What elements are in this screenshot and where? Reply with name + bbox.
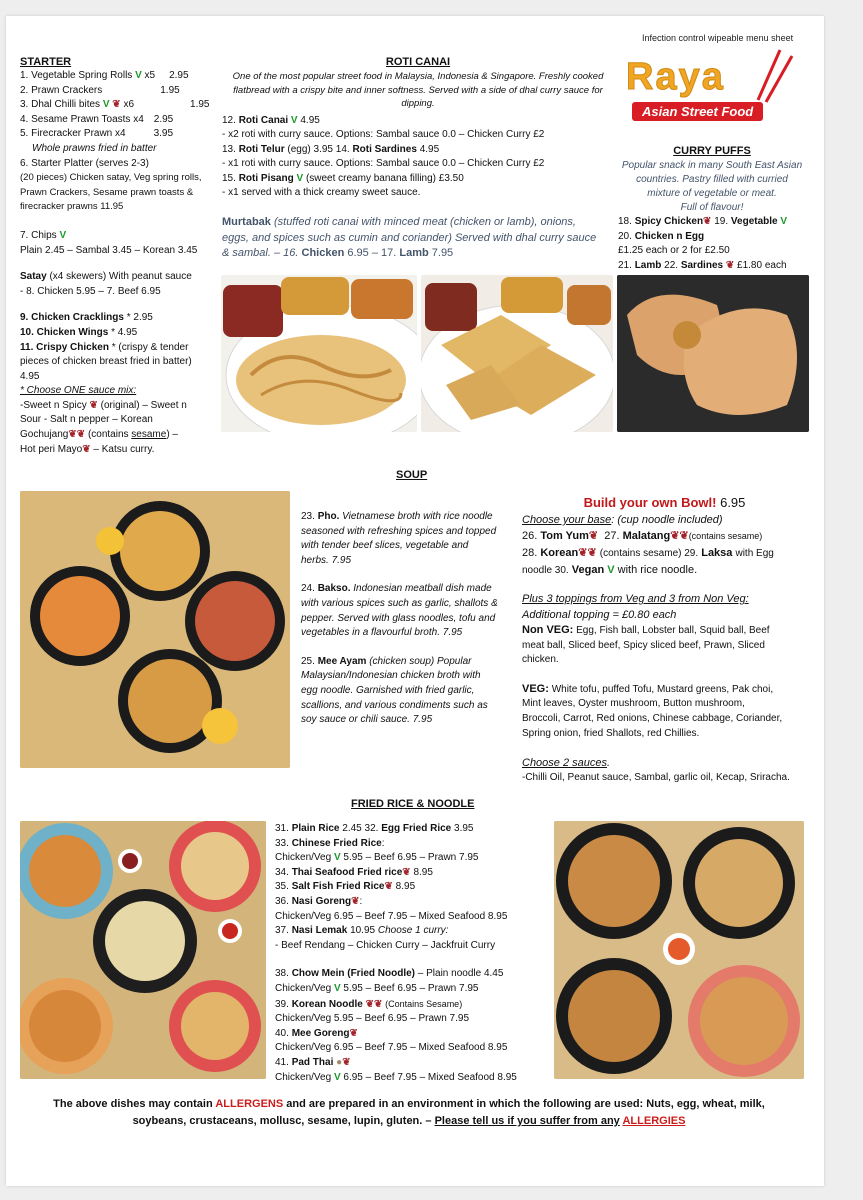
chili-icon: ❦ [76, 429, 86, 441]
starter-item-6-desc-3: firecracker prawns 11.95 [20, 201, 124, 213]
curry-puffs-desc: Popular snack in many South East Asian countries. Pastry filled with curried mixture of vegetable or meat. Full of flavour! [621, 160, 803, 213]
bowl-base-label: Choose your base: (cup noodle included) [522, 514, 723, 526]
murtabak-plate-image [421, 275, 613, 432]
sauce-choice-title: * Choose ONE sauce mix: [20, 385, 137, 397]
bowl-toppings: Plus 3 toppings from Veg and 3 from Non Veg: Additional topping = £0.80 each [522, 593, 749, 621]
roti-intro: One of the most popular street food in Malaysia, Indonesia & Singapore. Freshly cooked flatbread with a crispy bite and inner softness. Served with a side of dhal curry sauce for dipping. [232, 71, 604, 109]
soup-item-24: 24. Bakso. Indonesian meatball dish made with various spices such as garlic, shallots & pepper. Served with glass noodles, tofu and vegetables in a flavourful broth. 7.95 [301, 583, 498, 639]
curry-puffs-section [614, 145, 810, 273]
soup-list [301, 510, 513, 728]
roti-section [222, 56, 614, 262]
starter-item-9: 9. Chicken Cracklings * 2.95 [20, 312, 153, 324]
chili-icon: ❦ [112, 99, 121, 111]
peanut-icon: ● [336, 1056, 343, 1068]
fried-rice-image [20, 821, 266, 1079]
raya-logo [622, 48, 794, 132]
starter-item-11-price: 4.95 [20, 370, 40, 382]
soup-photo [20, 491, 290, 768]
starter-item-11-desc: pieces of chicken breast fried in batter) [20, 356, 192, 368]
roti-item-15-desc: - x1 served with a thick creamy sweet sauce. [222, 187, 421, 199]
curry-puff-image [617, 275, 809, 432]
chili-icon: ❦ [679, 530, 689, 542]
roti-item-12: 12. Roti Canai V 4.95 [222, 114, 320, 126]
bowl-section [522, 494, 807, 786]
chili-icon: ❦ [342, 1056, 351, 1068]
noodle-photo [554, 821, 804, 1079]
chili-icon: ❦ [351, 895, 360, 907]
starter-item-1: 1. Vegetable Spring Rolls V x5 2.95 [20, 70, 189, 81]
starter-item-5-desc: Whole prawns fried in batter [32, 142, 157, 154]
chili-icon: ❦ [588, 530, 599, 542]
bowl-sauce-label: Choose 2 sauces. [522, 757, 611, 770]
soup-title: SOUP [396, 469, 428, 481]
fried-list: 31. Plain Rice 2.45 32. Egg Fried Rice 3.95 33. Chinese Fried Rice: Chicken/Veg V 5.95 – Beef 6.95 – Prawn 7.95 34. Thai Seafood Fried rice❦ 8.95 35. Salt Fish Fried Rice❦ 8.95 36. Nasi Goreng❦: Chicken/Veg 6.95 – Beef 7.95 – Mixed Seafood 8.95 37. Nasi Lemak 10.95 Choose 1 curry: - Beef Rendang – Chicken Curry – Jackfruit Curry 38. Chow Mein (Fried Noodle) – Plain noodle 4.45 Chicken/Veg V 5.95 – Beef 6.95 – Prawn 7.95 39. Korean Noodle ❦❦ (Contains Sesame) Chicken/Veg 5.95 – Beef 6.95 – Prawn 7.95 40. Mee Goreng❦ Chicken/Veg 6.95 – Beef 7.95 – Mixed Seafood 8.95 41. Pad Thai ●❦ Chicken/Veg V 6.95 – Beef 7.95 – Mixed Seafood 8.95 [275, 823, 517, 1083]
chili-icon: ❦ [373, 998, 383, 1010]
fried-title: FRIED RICE & NOODLE [351, 798, 475, 810]
fried-rice-photo [20, 821, 266, 1079]
bowl-veg: VEG: White tofu, puffed Tofu, Mustard greens, Pak choi, Mint leaves, Oyster mushroom, Button mushroom, Broccoli, Carrot, Red onions, Chinese cabbage, Coriander, Spring onion, fried Shallots, red Chillies. [522, 682, 783, 739]
bowl-sauces: -Chilli Oil, Peanut sauce, Sambal, garlic oil, Kecap, Sriracha. [522, 772, 790, 784]
roti-plate-image [221, 275, 417, 432]
bowl-bases: 26. Tom Yum❦ 27. Malatang❦❦(contains sesame) 28. Korean❦❦ (contains sesame) 29. Laksa with Egg noodle 30. Vegan V with rice noodle. [522, 530, 774, 576]
soup-bowls-image [20, 491, 290, 768]
chili-icon: ❦ [578, 547, 588, 559]
starter-item-11: 11. Crispy Chicken * (crispy & tender [20, 341, 189, 353]
sauce-line-2: Sour - Salt n pepper – Korean [20, 414, 153, 426]
curry-puffs-title: CURRY PUFFS [673, 145, 751, 157]
chili-icon: ❦ [365, 998, 374, 1010]
chili-icon: ❦ [384, 881, 393, 893]
roti-title: ROTI CANAI [385, 56, 451, 68]
chili-icon: ❦ [725, 259, 735, 271]
starter-item-6: 6. Starter Platter (serves 2-3) [20, 157, 149, 169]
soup-item-25: 25. Mee Ayam (chicken soup) Popular Malaysian/Indonesian chicken broth with egg noodle. Garnished with fried garlic, scallions, and various condiments such as soy sauce or chili sauce. 7.95 [301, 655, 488, 726]
soup-item-23: 23. Pho. Vietnamese broth with rice noodle seasoned with refreshing spices and topped with tender beef slices, vegetable and herbs. 7.95 [301, 511, 497, 566]
starter-item-5: 5. Firecracker Prawn x4 3.95 [20, 128, 174, 140]
starter-item-6-desc-1: (20 pieces) Chicken satay, Veg spring rolls, [20, 172, 202, 184]
chili-icon: ❦ [82, 443, 91, 455]
roti-list [222, 114, 614, 202]
starter-satay-prices: - 8. Chicken 5.95 – 7. Beef 6.95 [20, 285, 161, 297]
murtabak: Murtabak (stuffed roti canai with minced meat (chicken or lamb), onions, eggs, and spices such as cumin and coriander) Served with dhal curry sauce & sambal. – 16. Chicken 6.95 – 17. Lamb 7.95 [222, 216, 597, 260]
sauce-line-1: -Sweet n Spicy ❦ (original) – Sweet n [20, 399, 187, 411]
curry-puff-photo [617, 275, 809, 432]
starter-list [20, 69, 220, 457]
allergen-footer: The above dishes may contain ALLERGENS and are prepared in an environment in which the following are used: Nuts, egg, wheat, milk, soybeans, crustaceans, mollusc, sesame, lupin, gluten. – Please tell us if you suffer from any ALLERGIES [53, 1098, 765, 1127]
sauce-line-4: Hot peri Mayo❦ – Katsu curry. [20, 443, 155, 455]
noodles-image [554, 821, 804, 1079]
starter-satay: Satay (x4 skewers) With peanut sauce [20, 271, 192, 283]
sauce-line-3: Gochujang❦❦ (contains sesame) – [20, 429, 178, 441]
curry-puffs-list: 18. Spicy Chicken❦ 19. Vegetable V 20. Chicken n Egg £1.25 each or 2 for £2.50 21. Lamb 22. Sardines ❦ £1.80 each [618, 216, 788, 271]
chili-icon: ❦ [68, 429, 77, 441]
starter-item-2: 2. Prawn Crackers 1.95 [20, 84, 180, 96]
chili-icon: ❦ [587, 547, 597, 559]
chili-icon: ❦ [349, 1027, 358, 1039]
starter-item-4: 4. Sesame Prawn Toasts x4 2.95 [20, 113, 174, 125]
chopsticks-icon [750, 48, 794, 104]
chili-icon: ❦ [402, 866, 411, 878]
wipeable-note: Infection control wipeable menu sheet [642, 33, 794, 43]
roti-item-13-desc: - x1 roti with curry sauce. Options: Sambal sauce 0.0 – Chicken Curry £2 [222, 158, 545, 170]
logo-tagline: Asian Street Food [632, 102, 763, 121]
roti-item-12-desc: - x2 roti with curry sauce. Options: Sambal sauce 0.0 – Chicken Curry £2 [222, 129, 545, 141]
chili-icon: ❦ [89, 399, 98, 411]
starter-item-6-desc-2: Prawn Crackers, Sesame prawn toasts & [20, 186, 194, 198]
starter-title: STARTER [20, 56, 72, 68]
chili-icon: ❦ [703, 216, 712, 227]
roti-item-13-14: 13. Roti Telur (egg) 3.95 14. Roti Sardines 4.95 [222, 143, 440, 155]
chili-icon: ❦ [670, 530, 680, 542]
starter-item-7: 7. Chips V [20, 229, 67, 241]
starter-item-7-prices: Plain 2.45 – Sambal 3.45 – Korean 3.45 [20, 244, 198, 256]
starter-item-3: 3. Dhal Chilli bites V ❦ x6 1.95 [20, 99, 210, 111]
bowl-title: Build your own Bowl! 6.95 [583, 495, 746, 510]
logo-word: Raya [626, 56, 725, 98]
starter-item-10: 10. Chicken Wings * 4.95 [20, 326, 138, 338]
bowl-nonveg: Non VEG: Egg, Fish ball, Lobster ball, Squid ball, Beef meat ball, Sliced beef, Spicy sliced beef, Prawn, Sliced chicken. [522, 624, 770, 666]
roti-item-15: 15. Roti Pisang V (sweet creamy banana filling) £3.50 [222, 172, 464, 184]
roti-photo-1 [221, 275, 417, 432]
starter-section [20, 56, 220, 457]
roti-photo-2 [421, 275, 613, 432]
